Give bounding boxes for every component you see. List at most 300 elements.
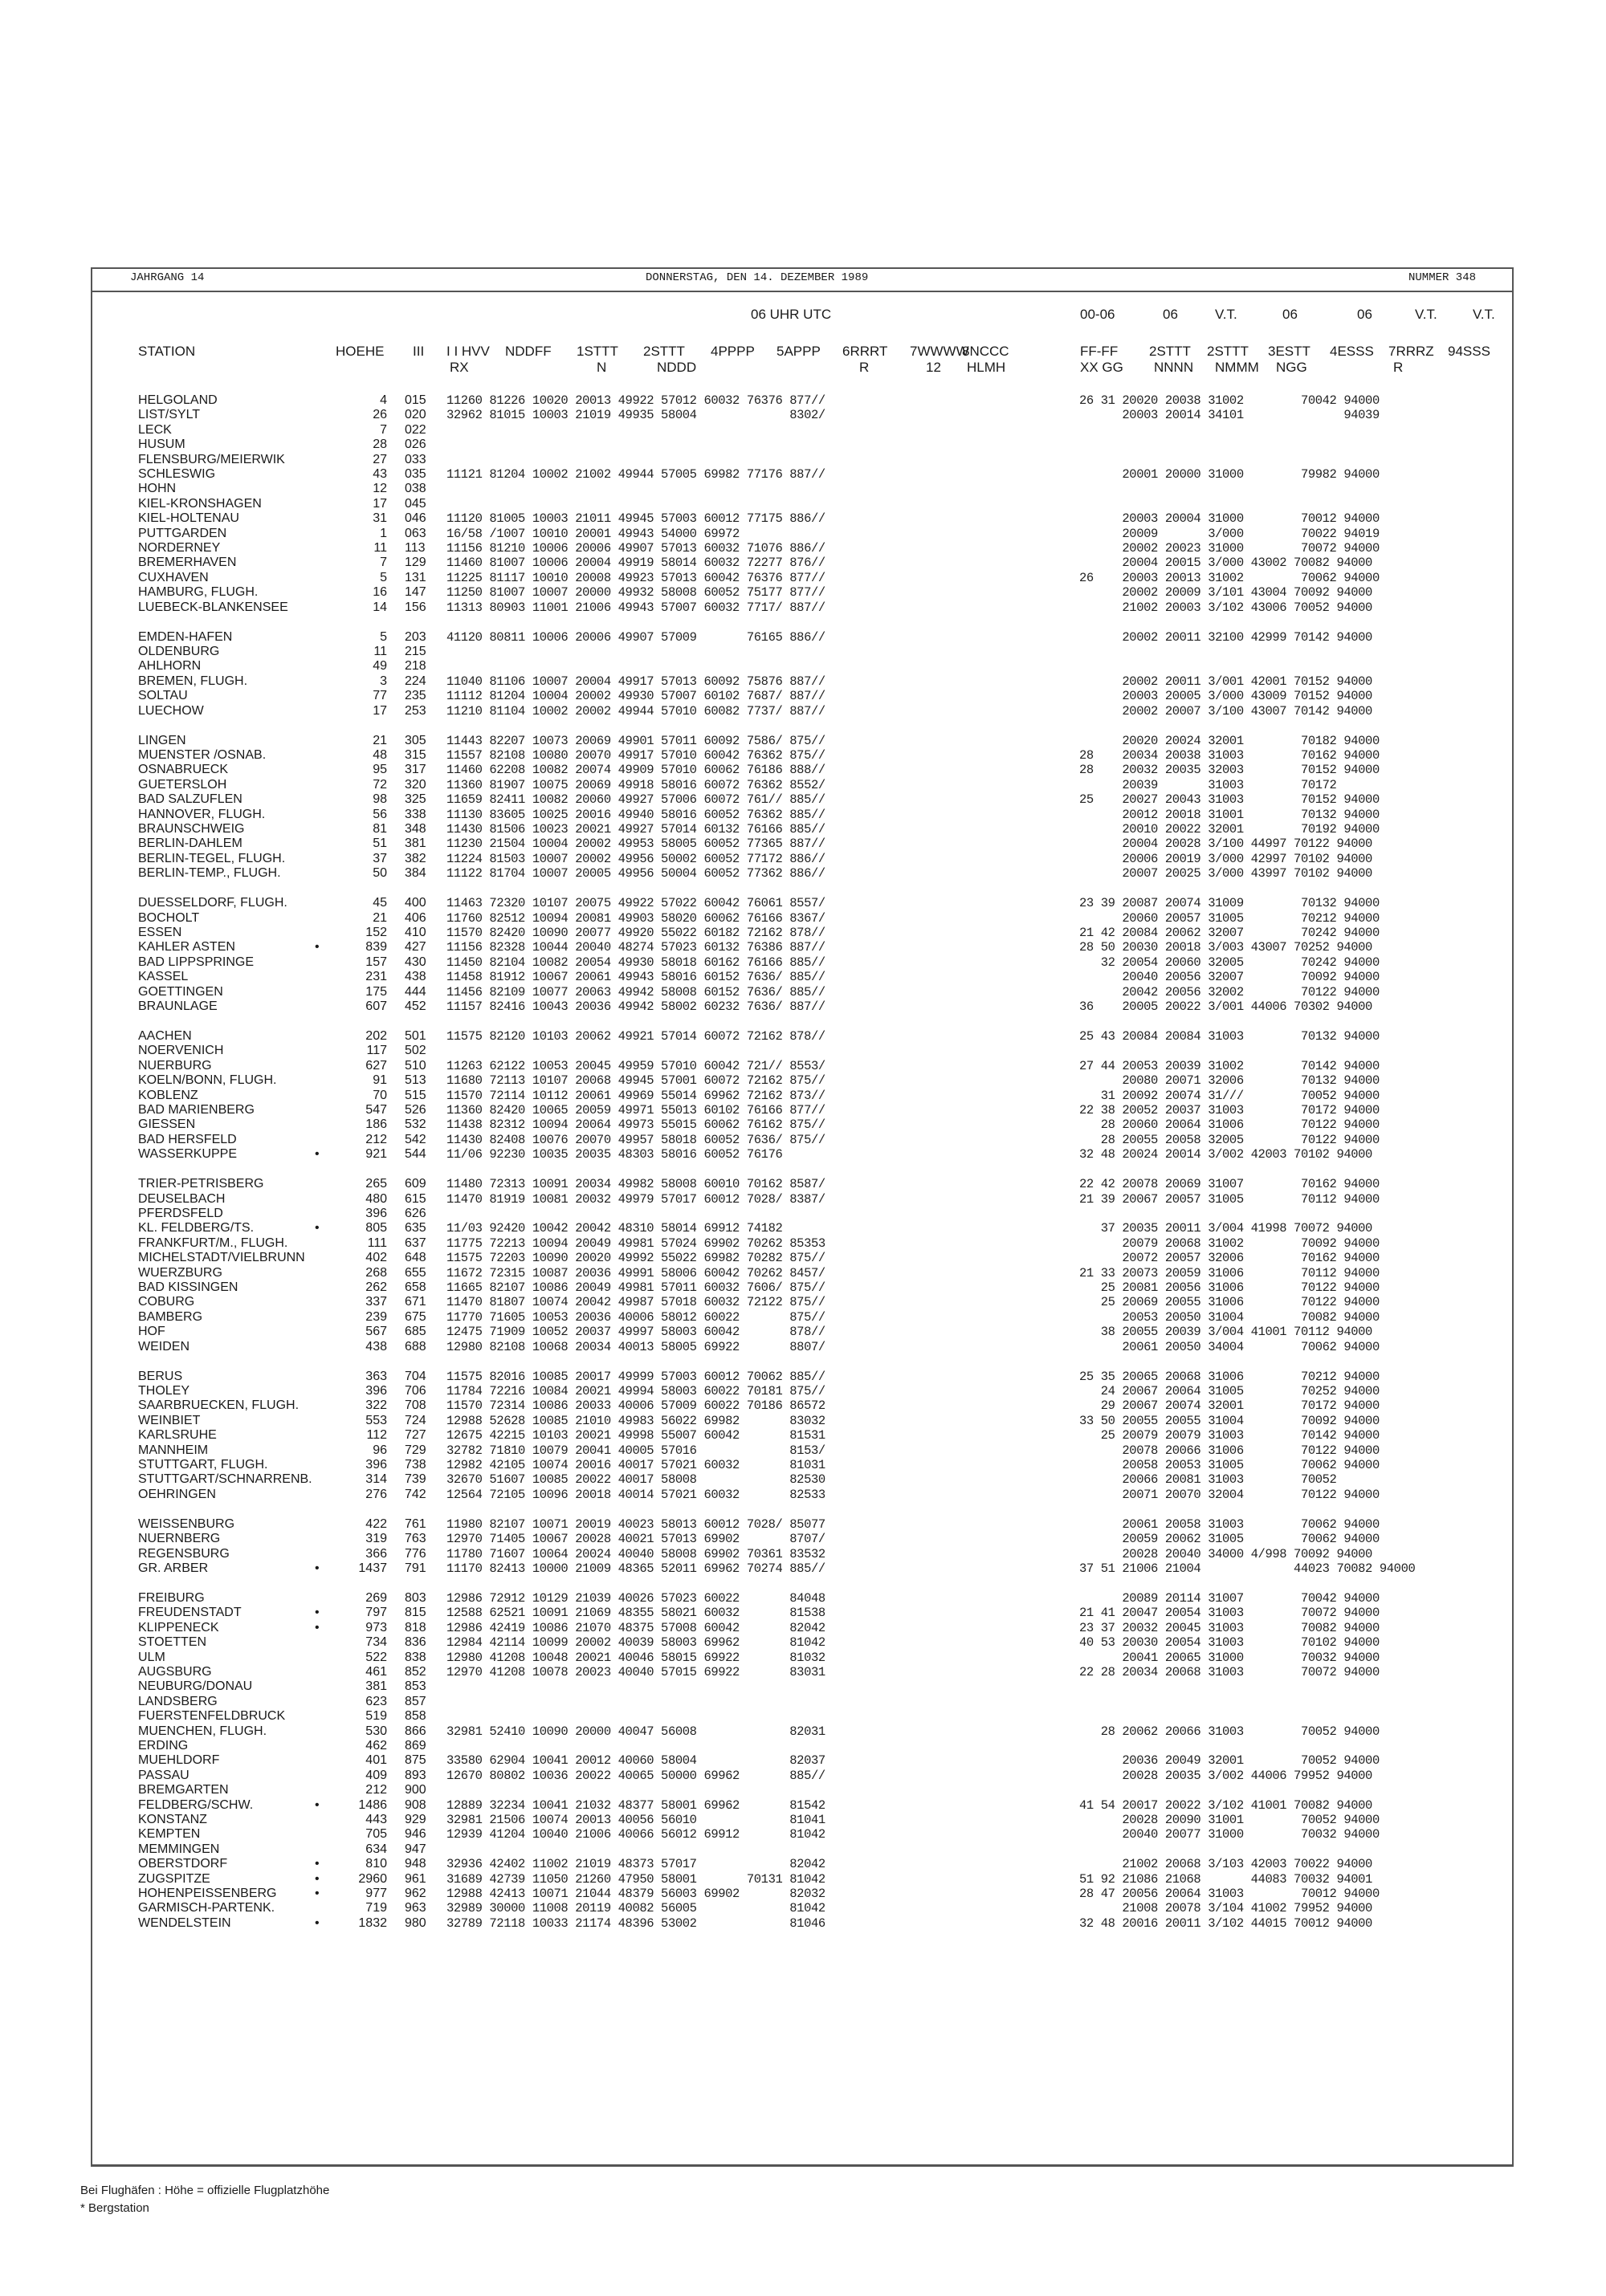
station-height: 977 xyxy=(365,1887,387,1900)
station-number: 852 xyxy=(405,1665,426,1679)
synop-data: 11575 72203 10090 20020 49992 55022 69982 70282 875// xyxy=(446,1251,825,1266)
right-column-header: 2STTT xyxy=(1149,344,1191,359)
station-row xyxy=(0,689,1606,703)
extreme-data: 20007 20025 3/000 43997 70102 94000 xyxy=(1079,866,1372,881)
mountain-station-marker: • xyxy=(315,1606,320,1620)
extreme-data: 28 20032 20035 32003 70152 94000 xyxy=(1079,763,1380,778)
synop-data: 11170 82413 10000 21009 48365 52011 69962 70274 885// xyxy=(446,1561,825,1576)
synop-data: 11224 81503 10007 20002 49956 50002 60052 77172 886// xyxy=(446,851,825,866)
synop-data: 11760 82512 10094 20081 49903 58020 60062 76166 8367/ xyxy=(446,910,825,926)
station-row xyxy=(0,955,1606,970)
extreme-data: 21 41 20047 20054 31003 70072 94000 xyxy=(1079,1606,1380,1621)
station-number: 532 xyxy=(405,1117,426,1132)
station-number: 444 xyxy=(405,984,426,999)
station-number: 739 xyxy=(405,1472,426,1487)
extreme-data: 20040 20056 32007 70092 94000 xyxy=(1079,970,1380,985)
station-number: 384 xyxy=(405,866,426,881)
station-height: 239 xyxy=(365,1309,387,1324)
station-height: 72 xyxy=(373,777,387,792)
extreme-data: 20002 20023 31000 70072 94000 xyxy=(1079,541,1380,556)
synop-data: 11570 72114 10112 20061 49969 55014 69962 72162 873// xyxy=(446,1088,825,1103)
station-number: 615 xyxy=(405,1191,426,1206)
station-row xyxy=(0,645,1606,659)
data-column-header: 1STTT xyxy=(577,344,618,359)
extreme-data: 20089 20114 31007 70042 94000 xyxy=(1079,1591,1380,1606)
station-number: 875 xyxy=(405,1753,426,1768)
station-number: 320 xyxy=(405,777,426,792)
station-height: 28 xyxy=(373,438,387,452)
station-name: MICHELSTADT/VIELBRUNN xyxy=(138,1251,305,1265)
mountain-station-marker: • xyxy=(315,1797,320,1812)
station-number: 063 xyxy=(405,526,426,540)
station-name: AHLHORN xyxy=(138,659,202,674)
extreme-data: 20039 31003 70172 xyxy=(1079,777,1337,792)
subheader-label: 06 xyxy=(1163,307,1178,322)
synop-data: 11450 82104 10082 20054 49930 58018 60162 76166 885// xyxy=(446,955,825,970)
station-name: WEINBIET xyxy=(138,1413,201,1427)
station-name: BERUS xyxy=(138,1369,183,1383)
extreme-data: 20061 20050 34004 70062 94000 xyxy=(1079,1339,1380,1354)
station-number: 406 xyxy=(405,910,426,925)
station-number: 033 xyxy=(405,452,426,466)
extreme-data: 20071 20070 32004 70122 94000 xyxy=(1079,1487,1380,1502)
station-height: 734 xyxy=(365,1635,387,1650)
station-name: ESSEN xyxy=(138,926,182,939)
data-column-header: I I HVV xyxy=(446,344,490,359)
station-height: 921 xyxy=(365,1147,387,1162)
station-row xyxy=(0,1547,1606,1561)
station-name: HOHN xyxy=(138,482,177,496)
station-number: 544 xyxy=(405,1147,426,1162)
station-row xyxy=(0,734,1606,748)
station-name: LUEBECK-BLANKENSEE xyxy=(138,600,288,614)
station-row xyxy=(0,822,1606,837)
station-row xyxy=(0,792,1606,807)
station-number: 452 xyxy=(405,999,426,1013)
station-row xyxy=(0,1901,1606,1915)
synop-data: 11575 82016 10085 20017 49999 57003 60012 70062 885// xyxy=(446,1369,825,1384)
station-name: SOLTAU xyxy=(138,689,188,703)
station-number: 675 xyxy=(405,1309,426,1324)
station-height: 48 xyxy=(373,748,387,762)
extreme-data: 20028 20040 34000 4/998 70092 94000 xyxy=(1079,1546,1372,1561)
synop-data: 12984 42114 10099 20002 40039 58003 69962 81042 xyxy=(446,1635,825,1651)
station-name: SAARBRUECKEN, FLUGH. xyxy=(138,1398,300,1413)
station-name: OSNABRUECK xyxy=(138,763,229,777)
station-height: 268 xyxy=(365,1265,387,1280)
extreme-data: 22 28 20034 20068 31003 70072 94000 xyxy=(1079,1665,1380,1679)
station-height: 265 xyxy=(365,1177,387,1191)
station-height: 366 xyxy=(365,1546,387,1561)
synop-data: 12939 41204 10040 21006 40066 56012 69912 81042 xyxy=(446,1827,825,1842)
station-height: 1 xyxy=(380,526,387,540)
station-height: 16 xyxy=(373,585,387,600)
synop-data: 11121 81204 10002 21002 49944 57005 69982 77176 887// xyxy=(446,467,825,482)
station-name: THOLEY xyxy=(138,1384,190,1398)
subheader-label: 00-06 xyxy=(1080,307,1115,322)
synop-data: 12980 82108 10068 20034 40013 58005 69922 8807/ xyxy=(446,1339,825,1354)
station-name: KASSEL xyxy=(138,970,189,984)
station-name: WUERZBURG xyxy=(138,1265,222,1280)
station-height: 3 xyxy=(380,674,387,688)
extreme-data: 20002 20007 3/100 43007 70142 94000 xyxy=(1079,703,1372,719)
station-height: 21 xyxy=(373,910,387,925)
station-number: 866 xyxy=(405,1724,426,1738)
station-height: 319 xyxy=(365,1532,387,1546)
station-height: 322 xyxy=(365,1398,387,1413)
station-height: 262 xyxy=(365,1280,387,1294)
station-height: 519 xyxy=(365,1709,387,1724)
station-row xyxy=(0,600,1606,615)
synop-data: 11480 72313 10091 20034 49982 58008 60010 70162 8587/ xyxy=(446,1177,825,1192)
station-number: 515 xyxy=(405,1088,426,1102)
station-name: BAD LIPPSPRINGE xyxy=(138,955,255,969)
station-name: LECK xyxy=(138,422,172,437)
extreme-data: 37 51 21006 21004 44023 70082 94000 xyxy=(1079,1561,1416,1576)
extreme-data: 21008 20078 3/104 41002 79952 94000 xyxy=(1079,1901,1372,1916)
station-row xyxy=(0,1384,1606,1398)
station-name: BAD SALZUFLEN xyxy=(138,792,243,807)
station-row xyxy=(0,866,1606,881)
station-height: 81 xyxy=(373,822,387,836)
right-column-subheader: NNNN xyxy=(1154,360,1194,375)
synop-data: 11463 72320 10107 20075 49922 57022 60042 76061 8557/ xyxy=(446,896,825,911)
station-height: 337 xyxy=(365,1295,387,1309)
station-row xyxy=(0,1117,1606,1132)
station-height: 43 xyxy=(373,467,387,481)
synop-data: 31689 42739 11050 21260 47950 58001 70131 81042 xyxy=(446,1871,825,1887)
station-number: 929 xyxy=(405,1813,426,1826)
station-row xyxy=(0,527,1606,541)
extreme-data: 26 31 20020 20038 31002 70042 94000 xyxy=(1079,393,1380,408)
station-name: KARLSRUHE xyxy=(138,1428,217,1443)
data-column-header: NDDFF xyxy=(505,344,552,359)
extreme-data: 38 20055 20039 3/004 41001 70112 94000 xyxy=(1079,1325,1372,1340)
station-row xyxy=(0,497,1606,511)
station-row xyxy=(0,1827,1606,1842)
station-number: 648 xyxy=(405,1251,426,1265)
station-row xyxy=(0,423,1606,438)
station-name: BREMEN, FLUGH. xyxy=(138,674,248,688)
synop-data: 32989 30000 11008 20119 40082 56005 81042 xyxy=(446,1901,825,1916)
synop-data: 11570 72314 10086 20033 40006 57009 60022 70186 86572 xyxy=(446,1398,825,1414)
synop-data: 32962 81015 10003 21019 49935 58004 8302/ xyxy=(446,408,825,423)
synop-data: 12475 71909 10052 20037 49997 58003 60042 878// xyxy=(446,1325,825,1340)
synop-data: 11470 81807 10074 20042 49987 57018 60032 72122 875// xyxy=(446,1295,825,1310)
mountain-station-marker: • xyxy=(315,1871,320,1886)
station-number: 438 xyxy=(405,970,426,984)
station-row xyxy=(0,940,1606,955)
extreme-data: 33 50 20055 20055 31004 70092 94000 xyxy=(1079,1413,1380,1428)
station-number: 315 xyxy=(405,748,426,762)
station-name: GR. ARBER xyxy=(138,1561,209,1575)
station-number: 035 xyxy=(405,467,426,481)
station-name: WEISSENBURG xyxy=(138,1516,235,1531)
station-row xyxy=(0,467,1606,482)
extreme-data: 20072 20057 32006 70162 94000 xyxy=(1079,1251,1380,1266)
station-height: 1832 xyxy=(358,1915,387,1930)
extreme-data: 51 92 21086 21068 44083 70032 94001 xyxy=(1079,1871,1372,1887)
synop-data: 12988 42413 10071 21044 48379 56003 69902 82032 xyxy=(446,1887,825,1901)
synop-data: 11230 21504 10004 20002 49953 58005 60052 77365 887// xyxy=(446,837,825,852)
synop-data: 12564 72105 10096 20018 40014 57021 60032 82533 xyxy=(446,1487,825,1502)
header-divider xyxy=(91,291,1514,292)
table-bottom-rule xyxy=(91,2165,1514,2167)
station-row xyxy=(0,763,1606,777)
station-number: 763 xyxy=(405,1532,426,1546)
col-station: STATION xyxy=(138,344,196,359)
extreme-data: 25 35 20065 20068 31006 70212 94000 xyxy=(1079,1369,1380,1384)
synop-data: 12980 41208 10048 20021 40046 58015 69922 81032 xyxy=(446,1650,825,1665)
subheader-label: V.T. xyxy=(1473,307,1495,322)
station-row xyxy=(0,1458,1606,1472)
station-row xyxy=(0,1192,1606,1207)
synop-data: 11130 83605 10025 20016 49940 58016 60052 76362 885// xyxy=(446,807,825,822)
station-row xyxy=(0,1798,1606,1813)
station-row xyxy=(0,1398,1606,1413)
station-height: 276 xyxy=(365,1487,387,1501)
station-name: NORDERNEY xyxy=(138,541,221,555)
station-row xyxy=(0,1295,1606,1309)
station-height: 553 xyxy=(365,1413,387,1427)
station-name: FELDBERG/SCHW. xyxy=(138,1797,254,1812)
station-row xyxy=(0,1709,1606,1724)
station-name: COBURG xyxy=(138,1295,195,1309)
station-height: 443 xyxy=(365,1813,387,1826)
synop-data: 32981 52410 10090 20000 40047 56008 82031 xyxy=(446,1724,825,1739)
station-height: 1486 xyxy=(358,1797,387,1812)
station-number: 203 xyxy=(405,629,426,644)
station-height: 401 xyxy=(365,1753,387,1768)
extreme-data: 20010 20022 32001 70192 94000 xyxy=(1079,822,1380,837)
station-row xyxy=(0,1724,1606,1739)
station-name: FUERSTENFELDBRUCK xyxy=(138,1709,286,1724)
station-name: OEHRINGEN xyxy=(138,1487,216,1501)
station-name: HAMBURG, FLUGH. xyxy=(138,585,259,600)
data-column-header: 7WWWW xyxy=(910,344,969,359)
synop-data: 12588 62521 10091 21069 48355 58021 60032 81538 xyxy=(446,1606,825,1621)
station-row xyxy=(0,1280,1606,1295)
station-number: 838 xyxy=(405,1650,426,1664)
station-height: 49 xyxy=(373,659,387,674)
station-row xyxy=(0,1916,1606,1931)
right-column-subheader: R xyxy=(1393,360,1404,375)
station-height: 623 xyxy=(365,1694,387,1708)
station-number: 900 xyxy=(405,1783,426,1797)
synop-data: 41120 80811 10006 20006 49907 57009 76165 886// xyxy=(446,629,825,645)
station-number: 317 xyxy=(405,763,426,777)
extreme-data: 28 50 20030 20018 3/003 43007 70252 94000 xyxy=(1079,940,1372,955)
station-height: 37 xyxy=(373,851,387,865)
station-name: DEUSELBACH xyxy=(138,1191,226,1206)
data-column-header: 5APPP xyxy=(777,344,821,359)
synop-data: 11438 82312 10094 20064 49973 55015 60062 76162 875// xyxy=(446,1117,825,1133)
data-column-header: 4PPPP xyxy=(711,344,755,359)
station-height: 396 xyxy=(365,1458,387,1472)
station-name: PUTTGARDEN xyxy=(138,526,227,540)
extreme-data: 36 20005 20022 3/001 44006 70302 94000 xyxy=(1079,999,1372,1014)
station-height: 461 xyxy=(365,1665,387,1679)
extreme-data: 28 20060 20064 31006 70122 94000 xyxy=(1079,1117,1380,1133)
station-height: 627 xyxy=(365,1058,387,1073)
synop-data: 12675 42215 10103 20021 49998 55007 60042 81531 xyxy=(446,1428,825,1443)
synop-data: 11120 81005 10003 21011 49945 57003 60012 77175 886// xyxy=(446,511,825,527)
right-column-subheader: NMMM xyxy=(1215,360,1259,375)
station-number: 510 xyxy=(405,1058,426,1073)
issue-number: NUMMER 348 xyxy=(1408,271,1476,284)
station-row xyxy=(0,1207,1606,1221)
station-number: 980 xyxy=(405,1915,426,1930)
synop-data: 11460 62208 10082 20074 49909 57010 60062 76186 888// xyxy=(446,763,825,778)
station-height: 56 xyxy=(373,807,387,821)
station-name: BERLIN-TEMP., FLUGH. xyxy=(138,866,281,881)
synop-data: 11122 81704 10007 20005 49956 50004 60052 77362 886// xyxy=(446,866,825,881)
extreme-data: 20078 20066 31006 70122 94000 xyxy=(1079,1443,1380,1458)
station-row xyxy=(0,1370,1606,1384)
station-row xyxy=(0,1739,1606,1753)
station-number: 637 xyxy=(405,1236,426,1250)
extreme-data: 20080 20071 32006 70132 94000 xyxy=(1079,1073,1380,1089)
extreme-data: 20003 20005 3/000 43009 70152 94000 xyxy=(1079,689,1372,704)
station-height: 77 xyxy=(373,689,387,703)
station-height: 51 xyxy=(373,837,387,851)
station-name: KIEL-KRONSHAGEN xyxy=(138,496,262,511)
synop-data: 12970 41208 10078 20023 40040 57015 69922 83031 xyxy=(446,1665,825,1679)
station-name: KLIPPENECK xyxy=(138,1620,219,1634)
extreme-data: 22 38 20052 20037 31003 70172 94000 xyxy=(1079,1103,1380,1117)
station-number: 688 xyxy=(405,1339,426,1354)
synop-data: 12670 80802 10036 20022 40065 50000 69962 885// xyxy=(446,1768,825,1783)
data-column-subheader: NDDD xyxy=(657,360,697,375)
synop-data: 11680 72113 10107 20068 49945 57001 60072 72162 875// xyxy=(446,1073,825,1089)
station-row xyxy=(0,1044,1606,1058)
synop-data: 32789 72118 10033 21174 48396 53002 81046 xyxy=(446,1915,825,1931)
station-number: 046 xyxy=(405,511,426,526)
extreme-data: 32 20054 20060 32005 70242 94000 xyxy=(1079,955,1380,970)
station-number: 961 xyxy=(405,1871,426,1886)
station-name: KONSTANZ xyxy=(138,1813,207,1826)
station-name: AUGSBURG xyxy=(138,1665,212,1679)
station-number: 729 xyxy=(405,1443,426,1457)
station-name: MUEHLDORF xyxy=(138,1753,220,1768)
station-number: 253 xyxy=(405,703,426,718)
station-name: LINGEN xyxy=(138,733,186,747)
station-number: 761 xyxy=(405,1516,426,1531)
station-row xyxy=(0,1414,1606,1428)
station-name: ERDING xyxy=(138,1739,189,1753)
station-row xyxy=(0,674,1606,689)
station-row xyxy=(0,1251,1606,1265)
station-name: ZUGSPITZE xyxy=(138,1871,210,1886)
synop-data: 11659 82411 10082 20060 49927 57006 60072 761// 885// xyxy=(446,792,825,808)
station-name: FLENSBURG/MEIERWIK xyxy=(138,452,285,466)
station-name: GIESSEN xyxy=(138,1117,196,1132)
synop-data: 12988 52628 10085 21010 49983 56022 69982 83032 xyxy=(446,1413,825,1428)
subheader-label: 06 xyxy=(1282,307,1298,322)
extreme-data: 23 37 20032 20045 31003 70082 94000 xyxy=(1079,1620,1380,1635)
station-name: GUETERSLOH xyxy=(138,777,227,792)
station-name: KAHLER ASTEN xyxy=(138,940,235,955)
station-number: 038 xyxy=(405,482,426,496)
extreme-data: 31 20092 20074 31/// 70052 94000 xyxy=(1079,1088,1380,1103)
station-name: NOERVENICH xyxy=(138,1044,224,1058)
station-number: 815 xyxy=(405,1606,426,1620)
station-height: 31 xyxy=(373,511,387,526)
extreme-data: 28 20055 20058 32005 70122 94000 xyxy=(1079,1132,1380,1147)
station-name: LUECHOW xyxy=(138,703,204,718)
synop-data: 11360 82420 10065 20059 49971 55013 60102 76166 877// xyxy=(446,1103,825,1117)
station-height: 98 xyxy=(373,792,387,807)
station-height: 91 xyxy=(373,1073,387,1088)
station-height: 363 xyxy=(365,1369,387,1383)
extreme-data: 20002 20011 32100 42999 70142 94000 xyxy=(1079,629,1372,645)
station-row xyxy=(0,926,1606,940)
synop-data: 16/58 /1007 10010 20001 49943 54000 69972 xyxy=(446,526,740,541)
station-height: 5 xyxy=(380,629,387,644)
station-row xyxy=(0,541,1606,556)
station-number: 724 xyxy=(405,1413,426,1427)
station-row xyxy=(0,704,1606,719)
station-row xyxy=(0,1325,1606,1339)
station-name: BREMERHAVEN xyxy=(138,556,237,570)
station-number: 706 xyxy=(405,1384,426,1398)
station-row xyxy=(0,1769,1606,1783)
station-row xyxy=(0,778,1606,792)
station-height: 409 xyxy=(365,1768,387,1782)
data-column-header: 8NCCC xyxy=(962,344,1009,359)
extreme-data: 26 20003 20013 31002 70062 94000 xyxy=(1079,570,1380,585)
station-row xyxy=(0,1428,1606,1443)
station-name: MEMMINGEN xyxy=(138,1842,220,1856)
station-row xyxy=(0,1753,1606,1768)
station-row xyxy=(0,1073,1606,1088)
synop-data: 11784 72216 10084 20021 49994 58003 60022 70181 875// xyxy=(446,1384,825,1398)
station-name: HUSUM xyxy=(138,438,185,452)
station-height: 719 xyxy=(365,1901,387,1915)
station-name: KOELN/BONN, FLUGH. xyxy=(138,1073,277,1088)
station-number: 338 xyxy=(405,807,426,821)
station-height: 797 xyxy=(365,1606,387,1620)
station-number: 658 xyxy=(405,1280,426,1294)
station-number: 131 xyxy=(405,570,426,584)
synop-data: 11/06 92230 10035 20035 48303 58016 60052 76176 xyxy=(446,1147,783,1162)
station-name: DUESSELDORF, FLUGH. xyxy=(138,896,287,910)
station-row xyxy=(0,985,1606,999)
extreme-data: 25 43 20084 20084 31003 70132 94000 xyxy=(1079,1029,1380,1044)
extreme-data: 24 20067 20064 31005 70252 94000 xyxy=(1079,1384,1380,1398)
station-height: 70 xyxy=(373,1088,387,1102)
synop-data: 12982 42105 10074 20016 40017 57021 60032 81031 xyxy=(446,1458,825,1472)
station-height: 396 xyxy=(365,1207,387,1220)
extreme-data: 20059 20062 31005 70062 94000 xyxy=(1079,1532,1380,1547)
station-name: MANNHEIM xyxy=(138,1443,209,1457)
station-height: 231 xyxy=(365,970,387,984)
data-column-subheader: HLMH xyxy=(967,360,1006,375)
station-name: WENDELSTEIN xyxy=(138,1915,231,1930)
synop-data: 11575 82120 10103 20062 49921 57014 60072 72162 878// xyxy=(446,1029,825,1044)
station-row xyxy=(0,1310,1606,1325)
station-height: 522 xyxy=(365,1650,387,1664)
right-column-subheader: NGG xyxy=(1276,360,1307,375)
extreme-data: 41 54 20017 20022 3/102 41001 70082 94000 xyxy=(1079,1797,1372,1813)
station-height: 112 xyxy=(366,1428,387,1443)
station-row xyxy=(0,1472,1606,1487)
extreme-data: 20041 20065 31000 70032 94000 xyxy=(1079,1650,1380,1665)
extreme-data: 20004 20028 3/100 44997 70122 94000 xyxy=(1079,837,1372,852)
right-column-header: FF-FF xyxy=(1080,344,1119,359)
station-row xyxy=(0,852,1606,866)
station-height: 567 xyxy=(365,1325,387,1339)
